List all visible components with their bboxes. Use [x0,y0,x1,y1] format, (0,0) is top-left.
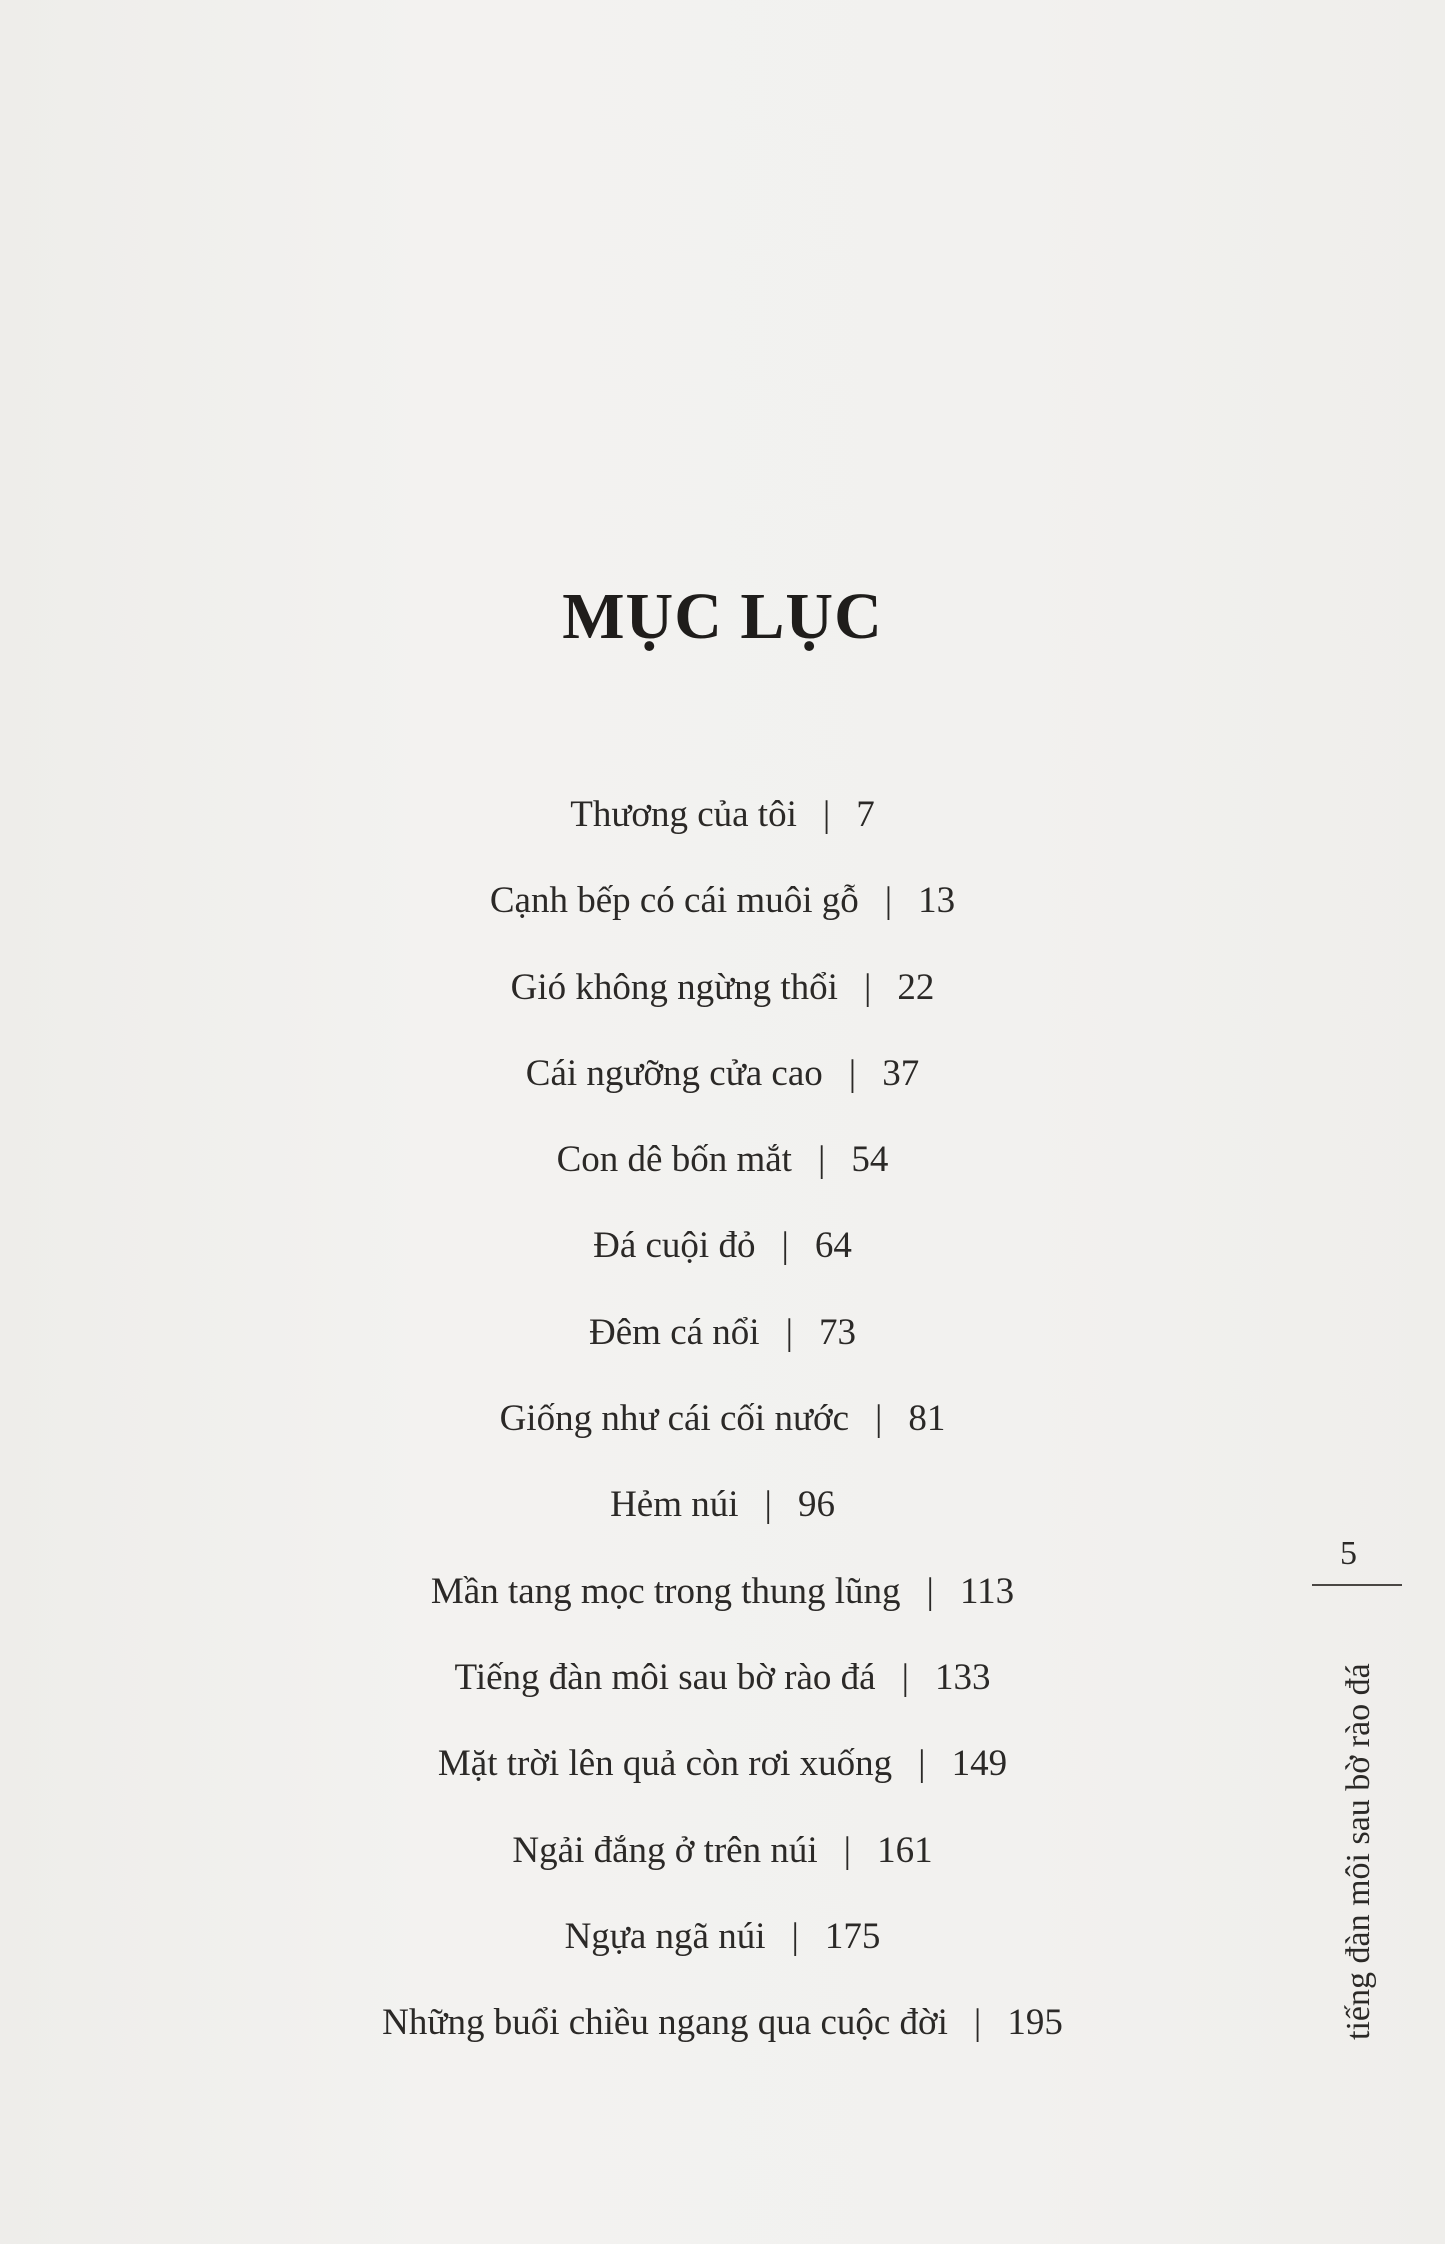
show-through-line [470,235,479,277]
toc-separator: | [817,1139,826,1181]
toc-entry [0,958,1445,1044]
toc-separator: | [918,1743,926,1785]
toc-entry-page: 113 [959,1570,1015,1612]
toc-entry-title: Giống như cái cối nước [499,1398,849,1440]
toc-entry-page: 7 [856,794,875,835]
toc-entry [0,1475,1445,1561]
toc-entry [0,1130,1445,1216]
toc-entry [0,785,1445,871]
toc-entry-page: 81 [908,1398,946,1440]
toc-separator: | [843,1829,852,1871]
toc-entry-page: 73 [818,1311,856,1353]
toc-entry-page: 149 [951,1743,1008,1785]
toc-entry-title: Ngựa ngã núi [564,1915,766,1957]
toc-entry [0,1907,1445,1993]
toc-entry-title: Ngải đắng ở trên núi [512,1829,818,1871]
toc-entry [0,1648,1445,1734]
page-title: MỤC LỤC [562,580,883,654]
toc-entry-title: Mần tang mọc trong thung lũng [430,1570,901,1612]
toc-entry-title: Đá cuội đỏ [593,1225,756,1267]
toc-entry-title: Đêm cá nổi [589,1311,760,1353]
toc-separator: | [822,794,831,835]
toc-entry-page: 64 [814,1225,852,1267]
toc-entry-page: 54 [851,1139,889,1181]
toc-entry [0,1821,1445,1907]
toc-separator: | [848,1052,857,1094]
toc-entry-title: Tiếng đàn môi sau bờ rào đá [454,1656,876,1698]
toc-separator: | [764,1484,772,1526]
toc-entry-title: Gió không ngừng thổi [510,966,838,1008]
table-of-contents [0,785,1445,2079]
toc-entry-page: 161 [877,1829,933,1871]
toc-separator: | [791,1915,799,1957]
toc-entry-title: Mặt trời lên quả còn rơi xuống [437,1743,893,1785]
toc-separator: | [901,1656,909,1698]
toc-entry-page: 37 [882,1052,920,1094]
toc-entry [0,1216,1445,1302]
toc-entry [0,1303,1445,1389]
toc-entry-page: 195 [1007,2002,1063,2044]
running-title-container [1340,1663,1380,2244]
running-head-rule [1312,1584,1402,1586]
toc-entry-page: 13 [918,880,956,922]
toc-entry-title: Cạnh bếp có cái muôi gỗ [489,880,859,922]
page-number: 5 [1340,1535,1357,1572]
toc-entry-title: Thương của tôi [570,794,797,835]
toc-entry [0,1562,1445,1648]
toc-separator: | [884,880,893,922]
toc-entry-title: Cái ngưỡng cửa cao [525,1052,823,1094]
toc-separator: | [781,1225,789,1267]
toc-entry [0,1734,1445,1820]
toc-entry-page: 22 [897,966,935,1008]
toc-entry-page: 133 [934,1656,991,1698]
running-title: tiếng đàn môi sau bờ rào đá [1340,1663,1377,2040]
toc-entry [0,871,1445,957]
toc-separator: | [875,1398,883,1440]
toc-separator: | [973,2002,982,2044]
toc-separator: | [785,1311,793,1353]
toc-separator: | [926,1570,934,1612]
toc-separator: | [863,966,872,1008]
toc-entry-title: Hẻm núi [610,1484,739,1526]
toc-entry-title: Con dê bốn mắt [556,1139,792,1181]
toc-entry-title: Những buổi chiều ngang qua cuộc đời [382,2002,948,2044]
toc-entry-page: 175 [824,1915,881,1957]
toc-entry [0,1389,1445,1475]
toc-entry-page: 96 [797,1484,835,1526]
toc-entry [0,1044,1445,1130]
toc-entry [0,1993,1445,2079]
